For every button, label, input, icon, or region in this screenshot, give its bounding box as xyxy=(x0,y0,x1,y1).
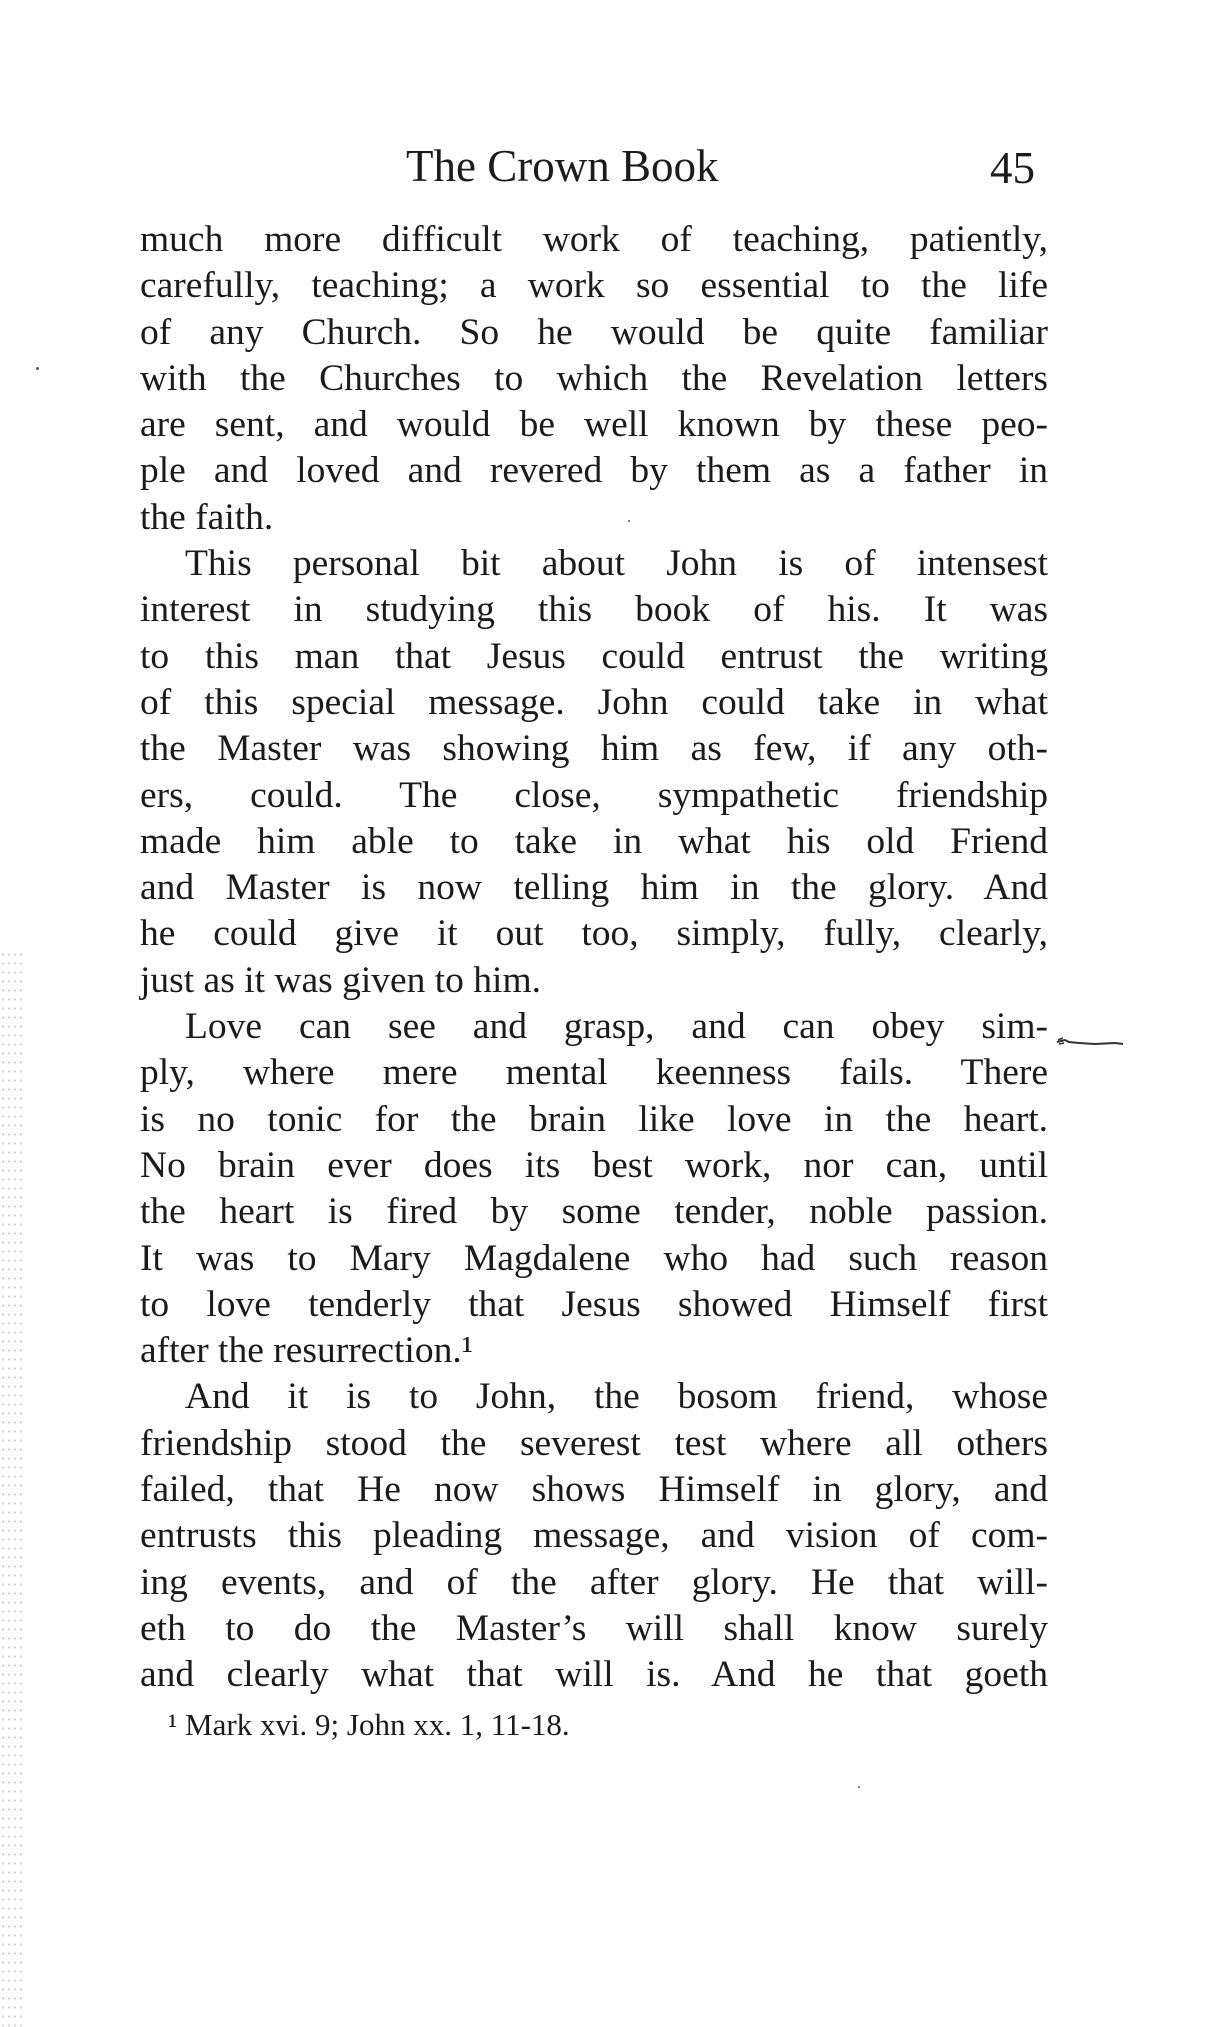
page-header xyxy=(0,138,1228,198)
paragraph-start-line: Love can see and grasp, and can obey sim- xyxy=(185,1006,1048,1048)
text-line: It was to Mary Magdalene who had such reason xyxy=(140,1237,1048,1279)
text-line: eth to do the Master’s will shall know surely xyxy=(140,1607,1048,1649)
text-line: he could give it out too, simply, fully, clearly, xyxy=(140,913,1048,955)
paragraph-end-line: the faith. xyxy=(140,496,274,538)
text-line: of this special message. John could take in what xyxy=(140,681,1048,723)
paragraph-end-line: after the resurrection.¹ xyxy=(140,1330,473,1372)
text-line: friendship stood the severest test where all others xyxy=(140,1422,1048,1464)
text-line: ers, could. The close, sympathetic friendship xyxy=(140,774,1048,816)
text-line: ing events, and of the after glory. He that will- xyxy=(140,1561,1048,1603)
paragraph-end-line: just as it was given to him. xyxy=(140,959,542,1001)
page-number: 45 xyxy=(990,143,1035,193)
text-line: are sent, and would be well known by these peo- xyxy=(140,404,1048,446)
text-line: and clearly what that will is. And he that goeth xyxy=(140,1654,1048,1696)
text-line: ple and loved and revered by them as a father in xyxy=(140,450,1048,492)
text-line: and Master is now telling him in the glory. And xyxy=(140,867,1048,909)
text-line: the Master was showing him as few, if any oth- xyxy=(140,728,1048,770)
page-speck xyxy=(628,520,630,522)
text-line: much more difficult work of teaching, patiently, xyxy=(140,219,1048,260)
margin-pencil-mark xyxy=(1055,1034,1125,1048)
body-text xyxy=(140,217,1048,1699)
text-line: to this man that Jesus could entrust the writing xyxy=(140,635,1048,677)
text-line: interest in studying this book of his. It was xyxy=(140,589,1048,631)
text-line: with the Churches to which the Revelation letters xyxy=(140,357,1048,399)
text-line: made him able to take in what his old Friend xyxy=(140,820,1048,862)
page-speck xyxy=(858,1786,860,1788)
text-line: to love tenderly that Jesus showed Himself first xyxy=(140,1283,1048,1325)
text-line: carefully, teaching; a work so essential to the life xyxy=(140,265,1048,307)
text-line: ply, where mere mental keenness fails. There xyxy=(140,1052,1048,1094)
text-line: is no tonic for the brain like love in the heart. xyxy=(140,1098,1048,1140)
text-line: of any Church. So he would be quite familiar xyxy=(140,311,1048,353)
text-line: the heart is fired by some tender, noble passion. xyxy=(140,1191,1048,1233)
paragraph-start-line: And it is to John, the bosom friend, whose xyxy=(185,1376,1048,1418)
scan-edge-noise xyxy=(0,950,22,2027)
text-line: entrusts this pleading message, and vision of com- xyxy=(140,1515,1048,1557)
text-line: No brain ever does its best work, nor can, until xyxy=(140,1144,1048,1186)
running-title: The Crown Book xyxy=(406,141,719,191)
page-speck xyxy=(36,367,39,370)
footnote: ¹ Mark xvi. 9; John xx. 1, 11-18. xyxy=(168,1707,570,1742)
paragraph-start-line: This personal bit about John is of intensest xyxy=(185,543,1048,585)
text-line: failed, that He now shows Himself in glory, and xyxy=(140,1469,1048,1511)
